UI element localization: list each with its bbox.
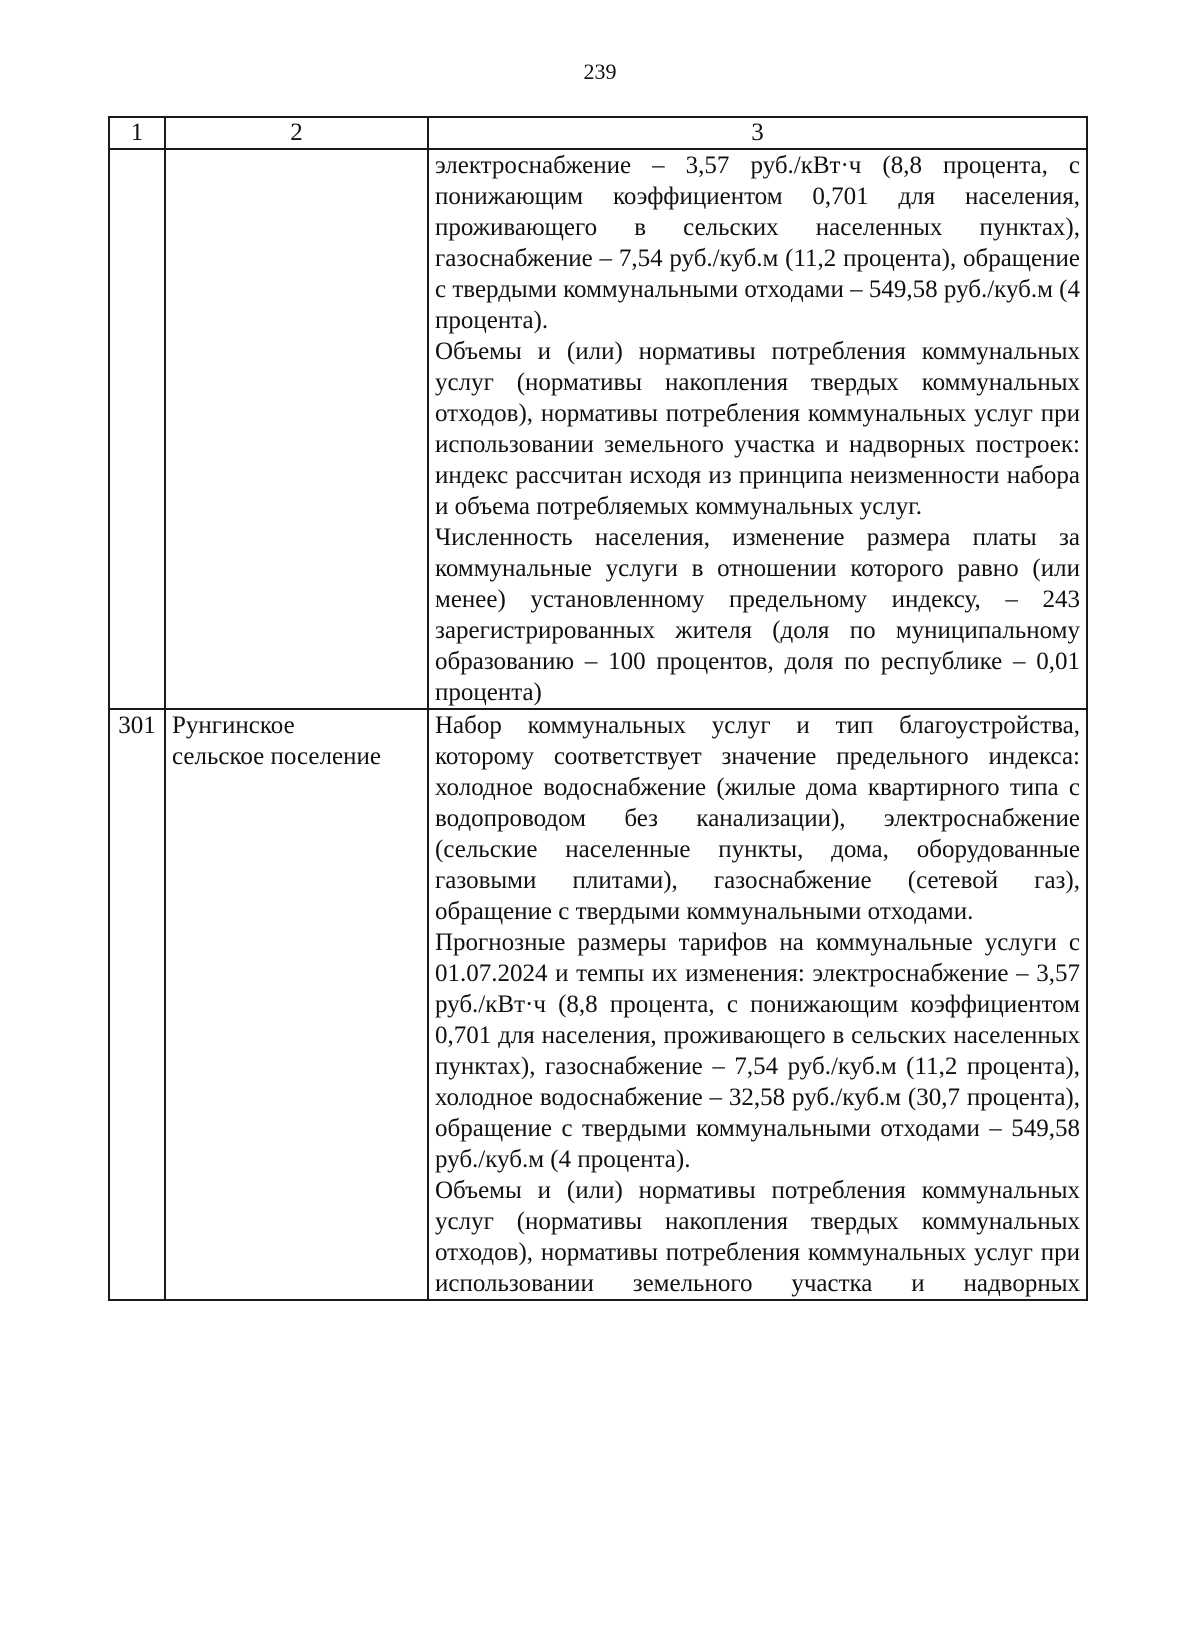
tariff-table [108, 116, 1088, 1301]
table-row [109, 149, 1087, 709]
row-number-cell: 301 [109, 709, 165, 1300]
column-header-description: 3 [428, 117, 1087, 149]
municipality-name-cell [165, 709, 428, 1300]
column-header-number: 1 [109, 117, 165, 149]
description-paragraph: Объемы и (или) нормативы потребления коммунальных услуг (нормативы накопления твердых коммунальных отходов), нормативы потребления коммунальных услуг при использовании земельного участка и надворных построек: индекс рассчитан исходя из принципа неизменности набора и объема потребляемых коммунальных услуг. [435, 338, 1080, 520]
description-paragraph: Набор коммунальных услуг и тип благоустройства, которому соответствует значение предельного индекса: холодное водоснабжение (жилые дома квартирного типа с водопроводом без канализации), электроснабжение (сельские населенные пункты, дома, оборудованные газовыми плитами), газоснабжение (сетевой газ), обращение с твердыми коммунальными отходами. [435, 712, 1080, 925]
table-row [109, 709, 1087, 1300]
description-cell [428, 149, 1087, 709]
table-header-row [109, 117, 1087, 149]
page-number: 239 [583, 59, 617, 84]
column-header-name: 2 [165, 117, 428, 149]
description-paragraph: Численность населения, изменение размера платы за коммунальные услуги в отношении которого равно (или менее) установленному предельному индексу, – 243 зарегистрированных жителя (доля по муниципальному образованию – 100 процентов, доля по республике – 0,01 процента) [435, 524, 1080, 706]
description-paragraph: Объемы и (или) нормативы потребления коммунальных услуг (нормативы накопления твердых коммунальных отходов), нормативы потребления коммунальных услуг при использовании земельного участка и надворных [435, 1177, 1080, 1297]
description-paragraph: Прогнозные размеры тарифов на коммунальные услуги с 01.07.2024 и темпы их изменения: электроснабжение – 3,57 руб./кВт·ч (8,8 процента, с понижающим коэффициентом 0,701 для населения, проживающего в сельских населенных пунктах), газоснабжение – 7,54 руб./куб.м (11,2 процента), холодное водоснабжение – 32,58 руб./куб.м (30,7 процента), обращение с твердыми коммунальными отходами – 549,58 руб./куб.м (4 процента). [435, 929, 1080, 1173]
description-cell [428, 709, 1087, 1300]
municipality-name-line: сельское поселение [172, 743, 381, 770]
row-number-cell [109, 149, 165, 709]
municipality-name-line: Рунгинское [172, 712, 295, 739]
municipality-name-cell [165, 149, 428, 709]
description-paragraph: электроснабжение – 3,57 руб./кВт·ч (8,8 процента, с понижающим коэффициентом 0,701 для населения, проживающего в сельских населенных пунктах), газоснабжение – 7,54 руб./куб.м (11,2 процента), обращение с твердыми коммунальными отходами – 549,58 руб./куб.м (4 процента). [435, 152, 1080, 334]
